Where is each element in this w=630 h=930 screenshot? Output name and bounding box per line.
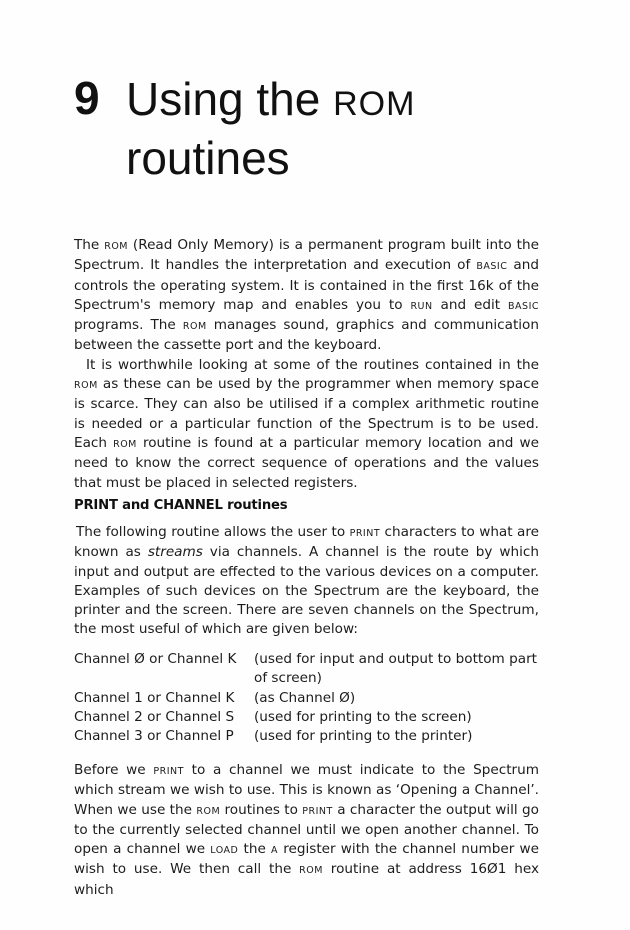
text-run: programs. The <box>74 317 183 334</box>
chapter-title-line2: routines <box>126 132 290 184</box>
chapter-title-smallcaps: ROM <box>333 85 416 123</box>
intro-text <box>74 236 539 493</box>
text-run: routine at address 16Ø1 hex which <box>74 861 539 898</box>
text-run: The <box>74 237 105 253</box>
intro-paragraph-2 <box>74 356 539 493</box>
channel-name: Channel 1 or Channel K <box>74 689 235 706</box>
section-paragraph-2 <box>74 761 539 900</box>
channel-desc: (used for printing to the screen) <box>254 708 472 725</box>
smallcaps-term: LOAD <box>210 845 239 857</box>
text-run: (Read Only Memory) is a permanent program built into the Spectrum. It handles the interpretation and execution of <box>74 237 539 274</box>
smallcaps-term: RUN <box>410 300 433 312</box>
text-run: routine is found at a particular memory location and we need to know the correct sequence of operations and the values that must be placed in selected registers. <box>74 434 539 491</box>
channel-name: Channel Ø or Channel K <box>74 651 237 667</box>
text-run: The following routine allows the user to <box>76 524 350 540</box>
smallcaps-term: ROM <box>113 438 137 450</box>
text-run: routines to <box>220 801 303 818</box>
text-run: and edit <box>432 296 509 313</box>
intro-paragraph-1 <box>74 236 539 356</box>
smallcaps-term: BASIC <box>476 261 508 273</box>
smallcaps-term: PRINT <box>302 805 333 817</box>
smallcaps-term: ROM <box>299 865 323 877</box>
channel-desc: (used for printing to the printer) <box>254 728 473 745</box>
text-run: It is worthwhile looking at some of the routines contained in the <box>86 356 539 373</box>
text-run: a character the output will go to the currently selected channel until we open another channel. To open a channel we <box>74 801 539 858</box>
text-run: and controls the operating system. It is contained in the first 16k of the Spectrum's memory map and enables you to <box>74 257 539 313</box>
smallcaps-term: PRINT <box>153 766 184 777</box>
channel-name: Channel 3 or Channel P <box>74 728 234 745</box>
section-heading: PRINT and CHANNEL routines <box>74 498 288 513</box>
text-run: via channels. A channel is the route by which input and output are effected to the various devices on a computer. Examples of such devices on the Spectrum are the keyboard, the printer and the screen. There are seven channels on the Spectrum, the most useful of which are given below: <box>74 544 539 638</box>
channel-row <box>74 708 544 727</box>
text-run: register with the channel number we wish to use. We then call the <box>74 841 539 878</box>
chapter-title <box>126 72 546 185</box>
text-run: the <box>238 841 272 858</box>
channel-desc: (used for input and output to bottom part of screen) <box>254 651 537 687</box>
text-run: Before we <box>74 762 154 778</box>
smallcaps-term: BASIC <box>508 300 540 312</box>
smallcaps-term: ROM <box>182 321 207 333</box>
smallcaps-term: ROM <box>196 805 221 817</box>
channel-list <box>74 650 544 746</box>
section-text-2 <box>74 761 539 900</box>
chapter-number: 9 <box>74 72 100 124</box>
chapter-title-prefix: Using the <box>126 73 334 125</box>
section-paragraph-1 <box>74 523 539 640</box>
smallcaps-term: ROM <box>74 380 98 392</box>
text-run: manages sound, graphics and communication between the cassette port and the keyboard. <box>74 317 539 354</box>
text-run: characters to what are known as <box>74 524 539 561</box>
channel-desc: (as Channel Ø) <box>254 689 356 706</box>
channel-row <box>74 689 544 708</box>
italic-term: streams <box>147 544 203 561</box>
section-text <box>74 523 539 640</box>
smallcaps-term: A <box>271 845 279 857</box>
smallcaps-term: ROM <box>104 241 128 252</box>
channel-row <box>74 650 544 689</box>
channel-row <box>74 727 544 746</box>
channel-name: Channel 2 or Channel S <box>74 708 235 725</box>
text-run: to a channel we must indicate to the Spectrum which stream we wish to use. This is known as ‘Opening a Channel’. When we use the <box>74 762 539 818</box>
text-run: as these can be used by the programmer when memory space is scarce. They can also be utilised if a complex arithmetic routine is needed or a particular function of the Spectrum is to be used. Each <box>74 376 539 451</box>
smallcaps-term: PRINT <box>349 528 381 539</box>
